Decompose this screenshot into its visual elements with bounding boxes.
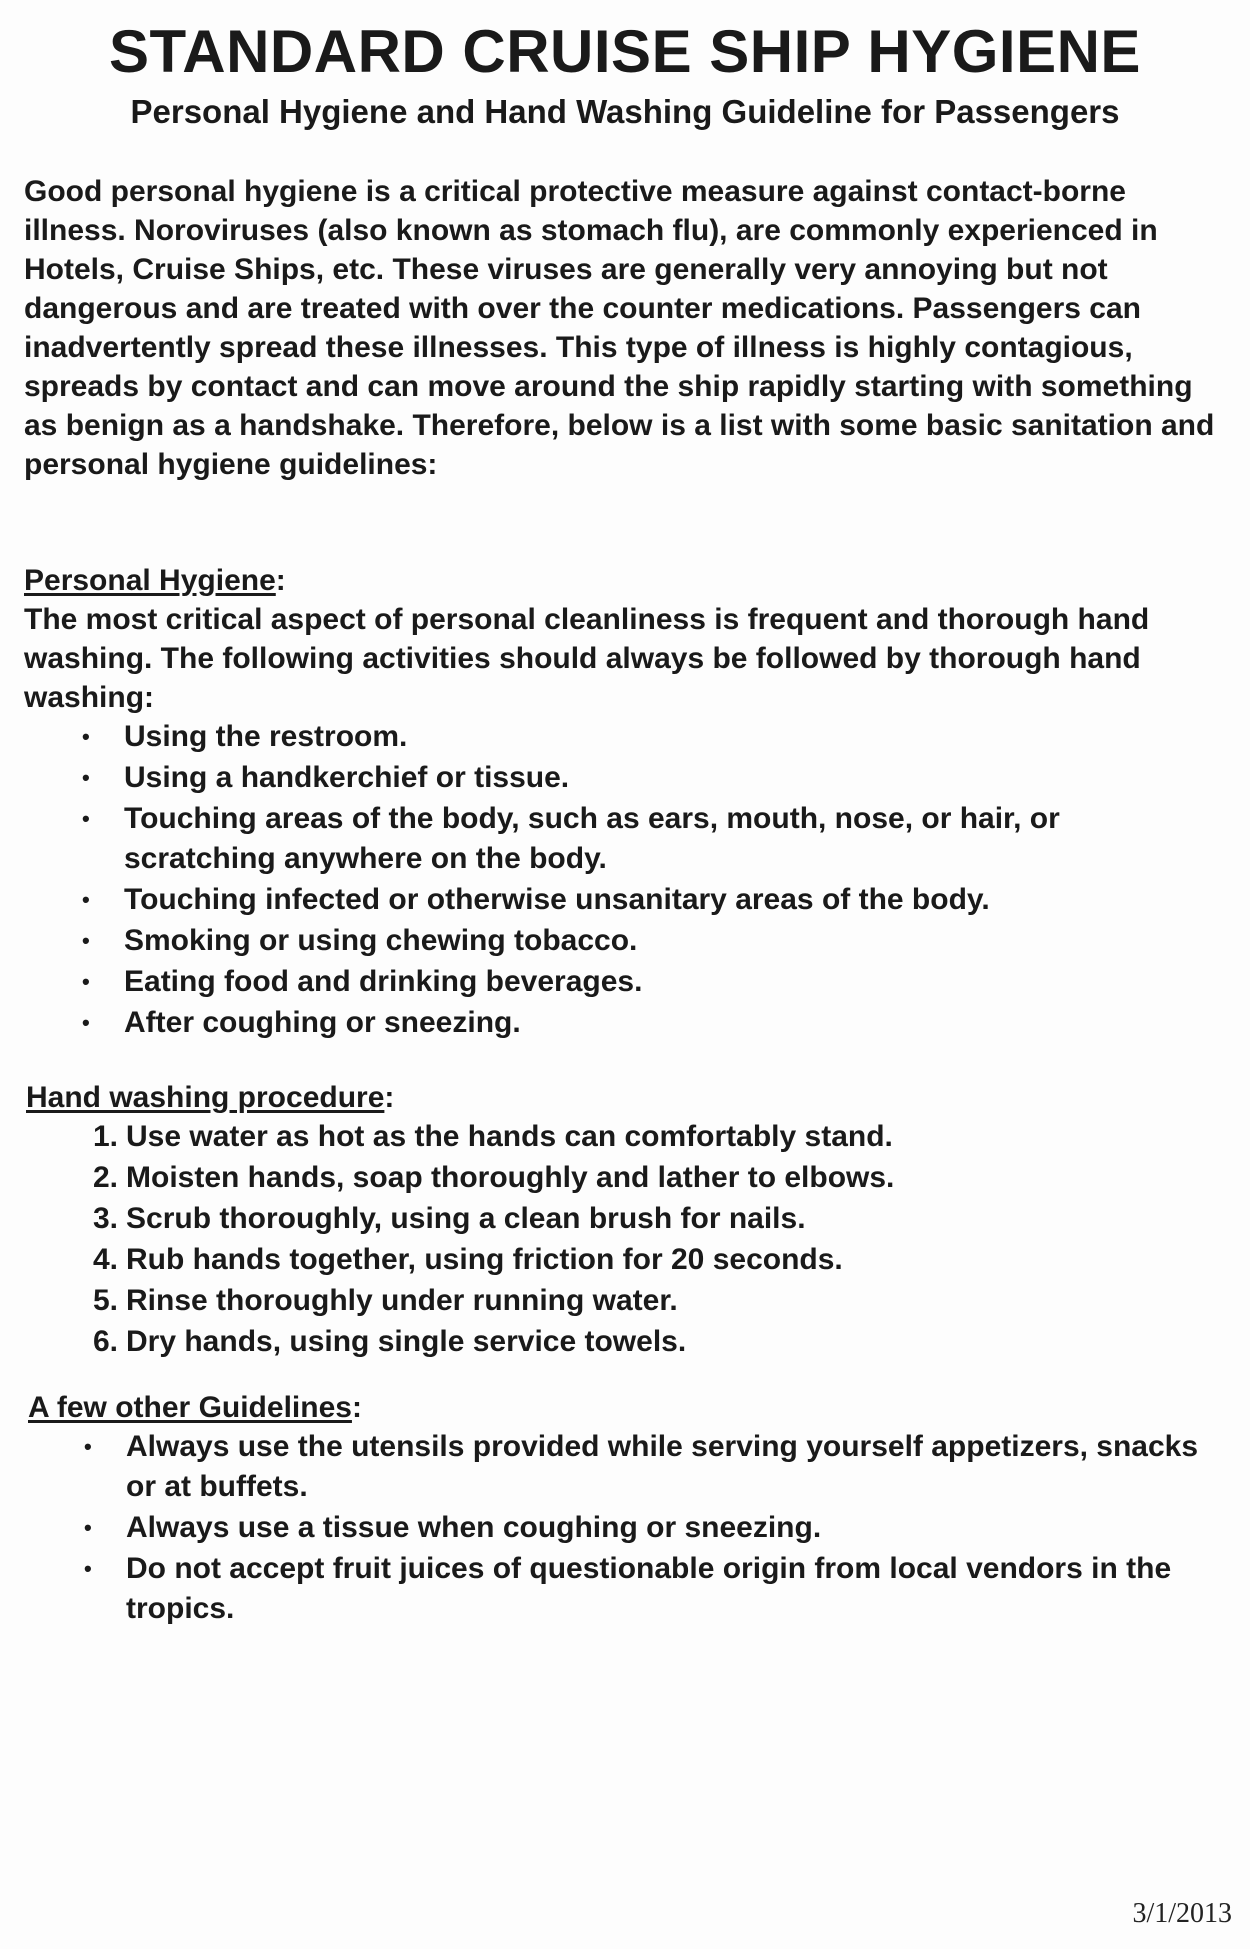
step-item <box>78 1322 1178 1362</box>
list-item-text: Using the restroom. <box>124 720 408 753</box>
step-item <box>78 1240 1178 1280</box>
document-date: 3/1/2013 <box>1132 1898 1232 1929</box>
bullet-icon: • <box>82 969 90 994</box>
list-item <box>76 1003 1196 1043</box>
list-item-text: After coughing or sneezing. <box>124 1006 521 1039</box>
hand-washing-heading-text: Hand washing procedure <box>26 1081 385 1114</box>
step-number: 6. <box>92 1325 118 1358</box>
list-item-text: Do not accept fruit juices of questionable origin from local vendors in the tropics. <box>126 1552 1172 1625</box>
bullet-icon: • <box>82 724 90 749</box>
list-item-text: Using a handkerchief or tissue. <box>124 761 570 794</box>
list-item <box>76 880 1196 920</box>
step-text: Scrub thoroughly, using a clean brush for nails. <box>126 1202 806 1235</box>
heading-colon: : <box>275 564 286 597</box>
heading-colon: : <box>351 1391 362 1424</box>
list-item-text: Touching areas of the body, such as ears, mouth, nose, or hair, or scratching anywhere on the body. <box>124 802 1060 875</box>
step-text: Rinse thoroughly under running water. <box>126 1284 678 1317</box>
step-text: Moisten hands, soap thoroughly and lather to elbows. <box>126 1161 895 1194</box>
heading-colon: : <box>384 1081 395 1114</box>
hand-washing-steps <box>78 1117 1178 1363</box>
personal-hygiene-heading <box>24 561 286 600</box>
list-item <box>78 1549 1208 1629</box>
other-guidelines-heading <box>28 1388 362 1427</box>
list-item <box>76 799 1196 879</box>
bullet-icon: • <box>82 887 90 912</box>
bullet-icon: • <box>82 928 90 953</box>
step-number: 1. <box>92 1120 118 1153</box>
bullet-icon: • <box>82 806 90 831</box>
list-item-text: Touching infected or otherwise unsanitary areas of the body. <box>124 883 990 916</box>
list-item <box>76 758 1196 798</box>
list-item <box>76 921 1196 961</box>
personal-hygiene-heading-text: Personal Hygiene <box>24 564 276 597</box>
list-item <box>78 1427 1208 1507</box>
bullet-icon: • <box>84 1434 92 1459</box>
step-item <box>78 1199 1178 1239</box>
step-text: Dry hands, using single service towels. <box>126 1325 687 1358</box>
list-item-text: Always use a tissue when coughing or sneezing. <box>126 1511 822 1544</box>
step-number: 5. <box>92 1284 118 1317</box>
step-item <box>78 1117 1178 1157</box>
list-item-text: Always use the utensils provided while serving yourself appetizers, snacks or at buffets. <box>126 1430 1199 1503</box>
step-number: 4. <box>92 1243 118 1276</box>
list-item <box>76 962 1196 1002</box>
intro-paragraph: Good personal hygiene is a critical protective measure against contact-borne illness. Noroviruses (also known as stomach flu), are commonly experienced in Hotels, Cruise Ships, etc. These viruses are generally very annoying but not dangerous and are treated with over the counter medications. Passengers can inadvertently spread these illnesses. This type of illness is highly contagious, spreads by contact and can move around the ship rapidly starting with something as benign as a handshake. Therefore, below is a list with some basic sanitation and personal hygiene guidelines: <box>24 175 1215 481</box>
other-guidelines-heading-text: A few other Guidelines <box>28 1391 352 1424</box>
list-item-text: Eating food and drinking beverages. <box>124 965 643 998</box>
list-item <box>76 717 1196 757</box>
other-guidelines-list <box>78 1427 1208 1630</box>
step-text: Use water as hot as the hands can comfortably stand. <box>126 1120 893 1153</box>
bullet-icon: • <box>84 1556 92 1581</box>
step-text: Rub hands together, using friction for 20 seconds. <box>126 1243 843 1276</box>
step-number: 3. <box>92 1202 118 1235</box>
bullet-icon: • <box>82 765 90 790</box>
document-title: STANDARD CRUISE SHIP HYGIENE <box>109 18 1141 85</box>
list-item <box>78 1508 1208 1548</box>
bullet-icon: • <box>82 1010 90 1035</box>
bullet-icon: • <box>84 1515 92 1540</box>
hand-washing-heading <box>26 1078 394 1117</box>
list-item-text: Smoking or using chewing tobacco. <box>124 924 638 957</box>
step-item <box>78 1281 1178 1321</box>
step-number: 2. <box>92 1161 118 1194</box>
personal-hygiene-list <box>76 717 1196 1044</box>
document-subtitle: Personal Hygiene and Hand Washing Guideline for Passengers <box>130 93 1120 130</box>
step-item <box>78 1158 1178 1198</box>
personal-hygiene-intro: The most critical aspect of personal cleanliness is frequent and thorough hand washing. The following activities should always be followed by thorough hand washing: <box>24 603 1150 714</box>
